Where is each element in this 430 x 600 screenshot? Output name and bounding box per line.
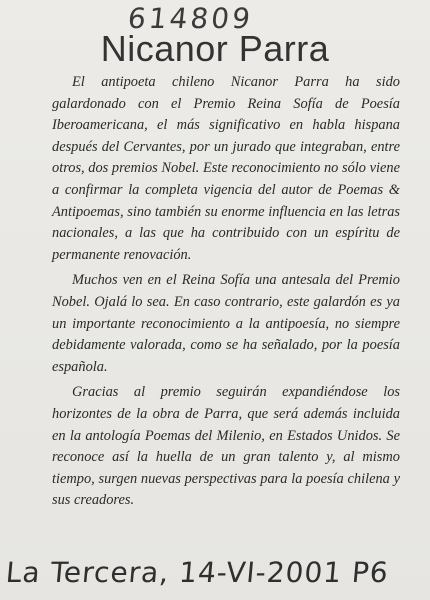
article-title: Nicanor Parra <box>100 28 330 69</box>
paragraph-3: Gracias al premio seguirán expandiéndose los horizontes de la obra de Parra, que será además incluida en la antología Poemas del Milenio, en Estados Unidos. Se reconoce así la huella de un gran talento y, al mismo tiempo, surgen nuevas perspectivas para la poesía chilena y sus creadores. <box>52 384 400 509</box>
article-body <box>52 72 400 516</box>
paragraph-2: Muchos ven en el Reina Sofía una antesala del Premio Nobel. Ojalá lo sea. En caso contrario, este galardón es ya un importante reconocimiento a la antipoesía, no siempre debidamente valorada, como se ha señalado, por la poesía española. <box>52 272 400 375</box>
paragraph-1: El antipoeta chileno Nicanor Parra ha sido galardonado con el Premio Reina Sofía de Poesía Iberoamericana, el más significativo en habla hispana después del Cervantes, por un jurado que integraban, entre otros, dos premios Nobel. Este reconocimiento no sólo viene a confirmar la completa vigencia del autor de Poemas & Antipoemas, sino también su enorme influencia en las letras nacionales, a las que ha contribuido con un espíritu de permanente renovación. <box>52 74 400 263</box>
handwritten-archive-number: 614809 <box>126 2 255 35</box>
handwritten-source-note: La Tercera, 14-VI-2001 P6 <box>4 556 391 589</box>
